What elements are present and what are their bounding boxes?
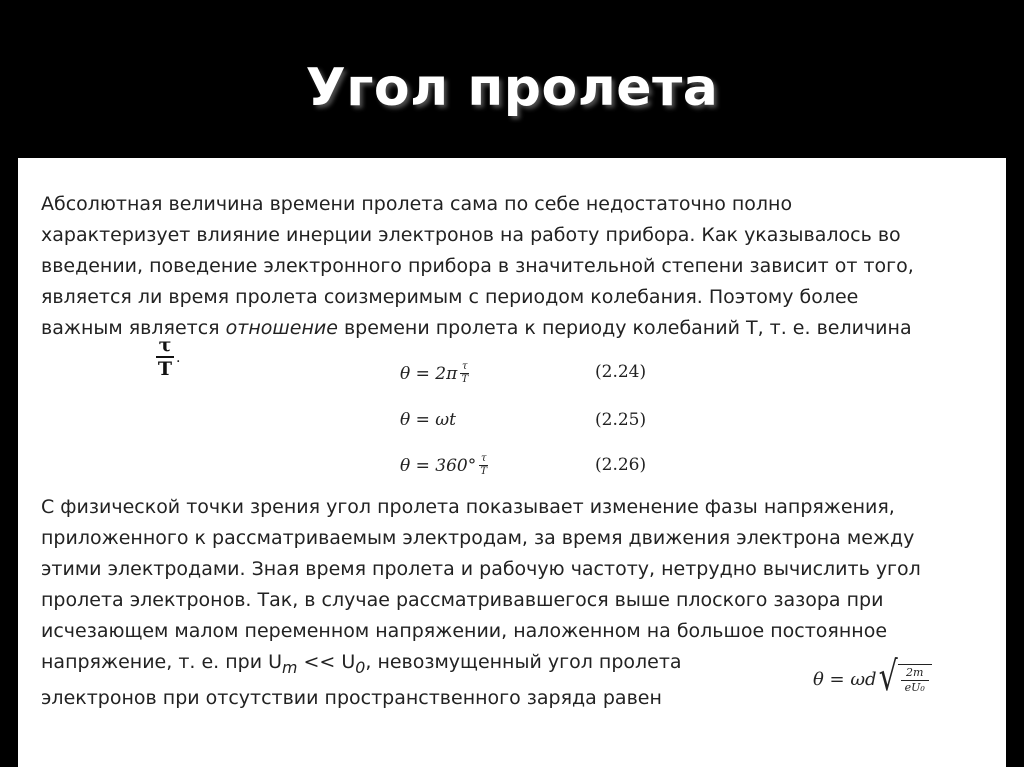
content-area	[18, 158, 1006, 767]
text-line: Абсолютная величина времени пролета сама по себе недостаточно полно	[41, 193, 793, 215]
ratio-numerator: τ	[158, 334, 172, 356]
sqrt-icon: √	[878, 653, 898, 702]
text-line: является ли время пролета соизмеримым с периодом колебания. Поэтому более	[41, 286, 859, 308]
title-bar	[0, 0, 1024, 158]
equation-number: (2.24)	[595, 362, 647, 382]
text-line: приложенного к рассматриваемым электродам, за время движения электрона между	[41, 527, 915, 549]
equation-2-24: θ = 2π $\frac{\tau}{T}$	[400, 361, 469, 385]
slide-title: Угол пролета	[305, 58, 719, 118]
equation-2-26: θ = 360° $\frac{\tau}{T}$	[400, 453, 488, 477]
text-line: этими электродами. Зная время пролета и рабочую частоту, нетрудно вычислить угол	[41, 558, 921, 580]
text-line: электронов при отсутствии пространственного заряда равен	[41, 686, 662, 709]
text-line: введении, поведение электронного прибора в значительной степени зависит от того,	[41, 255, 914, 277]
ratio-formula: $\frac{\tau}{T}$ .	[157, 334, 181, 380]
text-line: пролета электронов. Так, в случае рассматривавшегося выше плоского зазора при	[41, 589, 884, 611]
equation-2-25: θ = ωt	[400, 410, 456, 430]
paragraph-intro	[41, 189, 986, 344]
ratio-denominator: T	[157, 358, 173, 380]
text-line: важным является отношение времени пролета к периоду колебаний Т, т. е. величина	[41, 317, 912, 339]
text-line: характеризует влияние инерции электронов на работу прибора. Как указывалось во	[41, 224, 901, 246]
text-line: напряжение, т. е. при $U_m << U_0$, невозмущенный угол пролета	[41, 651, 682, 677]
emphasis-ratio: отношение	[225, 317, 338, 339]
equation-number: (2.25)	[595, 410, 647, 430]
equation-number: (2.26)	[595, 455, 647, 475]
text-line: С физической точки зрения угол пролета показывает изменение фазы напряжения,	[41, 496, 895, 518]
final-equation: θ = ωd √ 2m eU₀	[813, 664, 932, 694]
text-line: исчезающем малом переменном напряжении, наложенном на большое постоянное	[41, 620, 888, 642]
